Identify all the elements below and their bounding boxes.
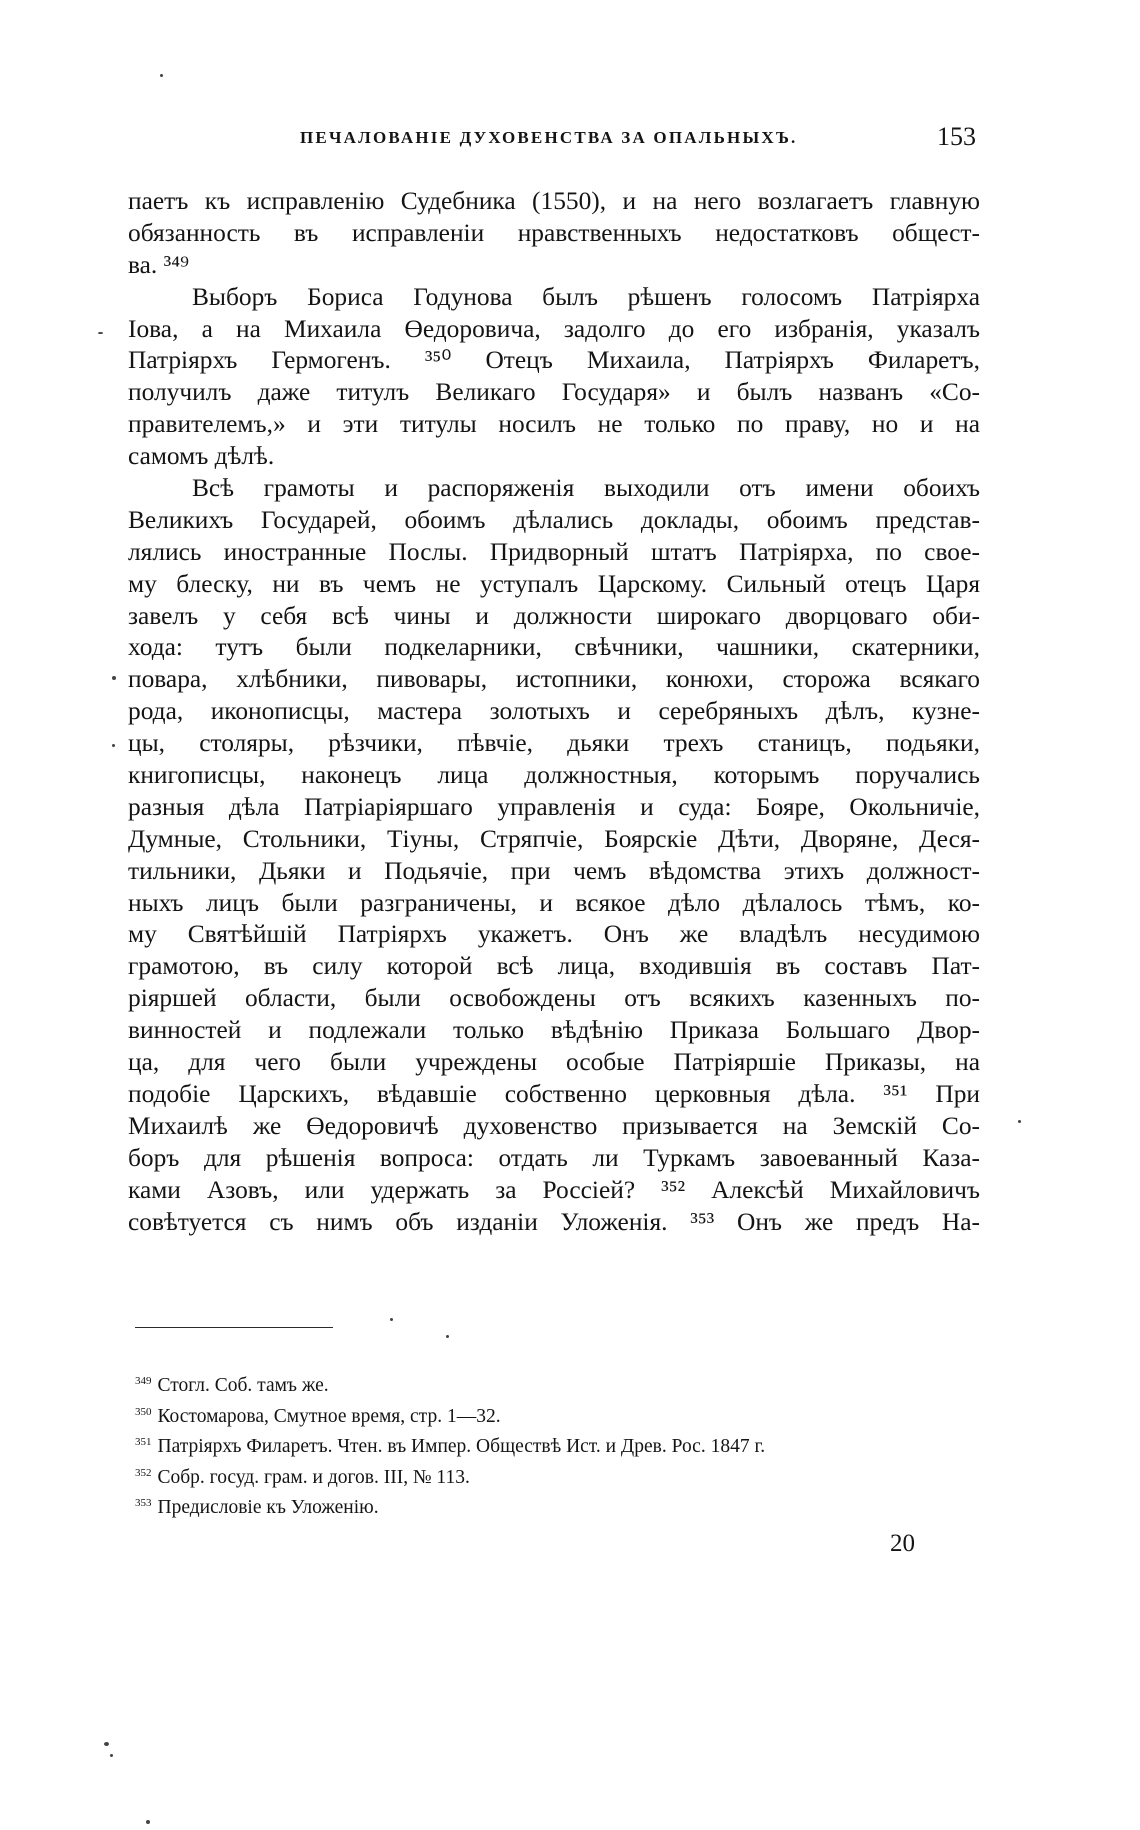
footnote-ref: 349 — [135, 1375, 152, 1387]
text-line: Іова, а на Михаила Өедоровича, задолго до его избранія, указалъ — [128, 314, 980, 343]
footnote — [135, 1366, 985, 1397]
text-line: тильники, Дьяки и Подьячіе, при чемъ вѣдомства этихъ должност- — [128, 856, 980, 885]
text-line: ца, для чего были учреждены особые Патріяршіе Приказы, на — [128, 1048, 980, 1077]
page-number: 153 — [937, 122, 976, 151]
scan-speck — [112, 744, 115, 747]
text-line: Михаилѣ же Өедоровичѣ духовенство призывается на Земскій Со- — [128, 1111, 980, 1140]
footnote-text: Костомарова, Смутное время, стр. 1—32. — [157, 1405, 501, 1427]
scan-speck — [446, 1335, 449, 1338]
text-line: винностей и подлежали только вѣдѣнію Приказа Большаго Двор- — [128, 1016, 980, 1045]
footnote-divider — [135, 1327, 333, 1328]
scan-speck — [112, 676, 116, 680]
text-line: ва. ³⁴⁹ — [128, 250, 189, 279]
text-line: правителемъ,» и эти титулы носилъ не только по праву, но и на — [128, 410, 980, 439]
text-line: совѣтуется съ нимъ объ изданіи Уложенія. ³⁵³ Онъ же предъ На- — [128, 1207, 980, 1236]
text-line: Великихъ Государей, обоимъ дѣлались доклады, обоимъ представ- — [128, 505, 980, 534]
scan-speck — [390, 1318, 393, 1321]
scan-speck — [104, 1742, 109, 1746]
footnote-text: Предисловіе къ Уложенію. — [157, 1497, 379, 1518]
footnote-text: Собр. госуд. грам. и догов. III, № 113. — [157, 1466, 470, 1488]
text-line: Думные, Стольники, Тіуны, Стряпчіе, Боярскіе Дѣти, Дворяне, Деся- — [128, 824, 980, 853]
text-line: рода, иконописцы, мастера золотыхъ и серебряныхъ дѣлъ, кузне- — [128, 697, 980, 726]
text-line: му блеску, ни въ чемъ не уступалъ Царскому. Сильный отецъ Царя — [128, 569, 980, 598]
footnote — [135, 1397, 985, 1428]
footnote-text: Патріярхъ Филаретъ. Чтен. въ Импер. Обществѣ Ист. и Древ. Рос. 1847 г. — [157, 1436, 766, 1457]
text-line: ныхъ лицъ были разграничены, и всякое дѣло дѣлалось тѣмъ, ко- — [128, 888, 980, 917]
text-line: паетъ къ исправленію Судебника (1550), и на него возлагаетъ главную — [128, 187, 980, 215]
footnote — [135, 1488, 985, 1519]
footnote-ref: 350 — [135, 1405, 152, 1418]
text-line: лялись иностранные Послы. Придворный штатъ Патріярха, по свое- — [128, 537, 980, 566]
text-line: подобіе Царскихъ, вѣдавшіе собственно церковныя дѣла. ³⁵¹ При — [128, 1079, 980, 1108]
text-line: завелъ у себя всѣ чины и должности широкаго дворцоваго оби- — [128, 601, 980, 630]
text-line: самомъ дѣлѣ. — [128, 442, 275, 471]
footnote-ref: 352 — [135, 1466, 152, 1479]
scan-speck — [146, 1820, 150, 1824]
signature-mark: 20 — [890, 1530, 915, 1557]
text-line: боръ для рѣшенія вопроса: отдать ли Туркамъ завоеванный Каза- — [128, 1143, 980, 1172]
footnote — [135, 1458, 985, 1489]
text-line: ріяршей области, были освобождены отъ всякихъ казенныхъ по- — [128, 984, 980, 1013]
scan-speck — [1018, 1120, 1021, 1123]
text-line: книгописцы, наконецъ лица должностныя, которымъ поручались — [128, 761, 980, 790]
running-title: ПЕЧАЛОВАНІЕ ДУХОВЕНСТВА ЗА ОПАЛЬНЫХЪ. — [300, 128, 798, 147]
text-line: Патріярхъ Гермогенъ. ³⁵⁰ Отецъ Михаила, Патріярхъ Филаретъ, — [128, 346, 980, 375]
text-line: повара, хлѣбники, пивовары, истопники, конюхи, сторожа всякаго — [128, 665, 980, 694]
running-head — [128, 122, 980, 156]
text-line: разныя дѣла Патріаріяршаго управленія и суда: Бояре, Окольничіе, — [128, 792, 980, 821]
text-line: обязанность въ исправленіи нравственныхъ недостатковъ общест- — [128, 218, 980, 247]
text-line: получилъ даже титулъ Великаго Государя» и былъ названъ «Со- — [128, 378, 980, 407]
text-line: ками Азовъ, или удержать за Россіей? ³⁵² Алексѣй Михайловичъ — [128, 1175, 980, 1204]
text-line: Выборъ Бориса Годунова былъ рѣшенъ голосомъ Патріярха — [192, 282, 980, 311]
text-line: му Святѣйшій Патріярхъ укажетъ. Онъ же владѣлъ несудимою — [128, 920, 980, 949]
scan-speck — [160, 74, 163, 77]
footnotes — [135, 1366, 985, 1519]
footnote-text: Стогл. Соб. тамъ же. — [157, 1375, 329, 1396]
scan-speck — [98, 332, 103, 334]
text-line: хода: тутъ были подкеларники, свѣчники, чашники, скатерники, — [128, 633, 980, 662]
footnote — [135, 1427, 985, 1458]
text-line: цы, столяры, рѣзчики, пѣвчіе, дьяки трехъ станицъ, подьяки, — [128, 729, 980, 758]
text-line: грамотою, въ силу которой всѣ лица, входившія въ составъ Пат- — [128, 952, 980, 981]
body-text — [128, 186, 980, 1238]
text-line: Всѣ грамоты и распоряженія выходили отъ имени обоихъ — [192, 474, 980, 503]
footnote-ref: 353 — [135, 1497, 152, 1509]
footnote-ref: 351 — [135, 1436, 152, 1448]
scan-speck — [110, 1754, 113, 1757]
